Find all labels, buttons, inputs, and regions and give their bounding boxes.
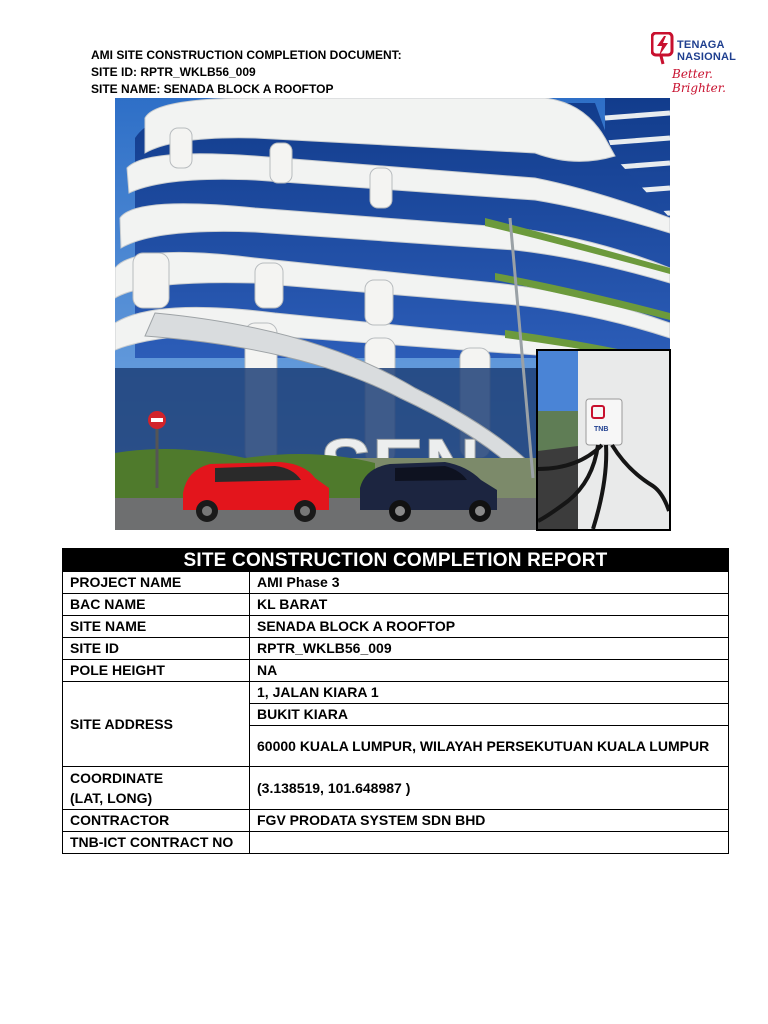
value-address-line2: BUKIT KIARA <box>250 704 729 726</box>
header-title: AMI SITE CONSTRUCTION COMPLETION DOCUMENT: <box>91 48 402 62</box>
label-site-id: SITE ID <box>63 638 250 660</box>
row-contractor <box>63 810 729 832</box>
logo-tagline: Better. Brighter. <box>672 67 726 95</box>
row-site-name <box>63 616 729 638</box>
header-site-id: SITE ID: RPTR_WKLB56_009 <box>91 65 256 79</box>
label-coordinate-line2: (LAT, LONG) <box>70 790 153 806</box>
label-contractor: CONTRACTOR <box>63 810 250 832</box>
device-inset-photo <box>536 349 671 531</box>
row-site-address <box>63 682 729 704</box>
value-contractor: FGV PRODATA SYSTEM SDN BHD <box>250 810 729 832</box>
label-bac-name: BAC NAME <box>63 594 250 616</box>
row-contract-no <box>63 832 729 854</box>
report-title: SITE CONSTRUCTION COMPLETION REPORT <box>63 549 729 572</box>
value-coordinate: (3.138519, 101.648987 ) <box>250 767 729 810</box>
row-site-id <box>63 638 729 660</box>
value-project-name: AMI Phase 3 <box>250 572 729 594</box>
row-bac-name <box>63 594 729 616</box>
value-bac-name: KL BARAT <box>250 594 729 616</box>
label-pole-height: POLE HEIGHT <box>63 660 250 682</box>
logo-name-line1: TENAGA <box>677 39 725 51</box>
value-site-id: RPTR_WKLB56_009 <box>250 638 729 660</box>
value-address-line1: 1, JALAN KIARA 1 <box>250 682 729 704</box>
document-header <box>91 47 402 98</box>
tnb-logo-icon <box>651 32 675 66</box>
label-site-name: SITE NAME <box>63 616 250 638</box>
value-site-name: SENADA BLOCK A ROOFTOP <box>250 616 729 638</box>
label-site-address: SITE ADDRESS <box>63 682 250 767</box>
label-coordinate <box>63 767 250 810</box>
device-label: TNB <box>594 426 609 433</box>
device-closeup <box>538 351 669 529</box>
header-site-name: SITE NAME: SENADA BLOCK A ROOFTOP <box>91 82 334 96</box>
label-contract-no: TNB-ICT CONTRACT NO <box>63 832 250 854</box>
logo-name-line2: NASIONAL <box>677 51 737 63</box>
row-pole-height <box>63 660 729 682</box>
tnb-logo <box>647 30 743 95</box>
label-project-name: PROJECT NAME <box>63 572 250 594</box>
label-coordinate-line1: COORDINATE <box>70 770 164 786</box>
completion-report-table <box>62 548 729 854</box>
value-address-line3: 60000 KUALA LUMPUR, WILAYAH PERSEKUTUAN KUALA LUMPUR <box>250 726 729 767</box>
value-pole-height: NA <box>250 660 729 682</box>
value-contract-no <box>250 832 729 854</box>
row-project-name <box>63 572 729 594</box>
row-coordinate <box>63 767 729 810</box>
